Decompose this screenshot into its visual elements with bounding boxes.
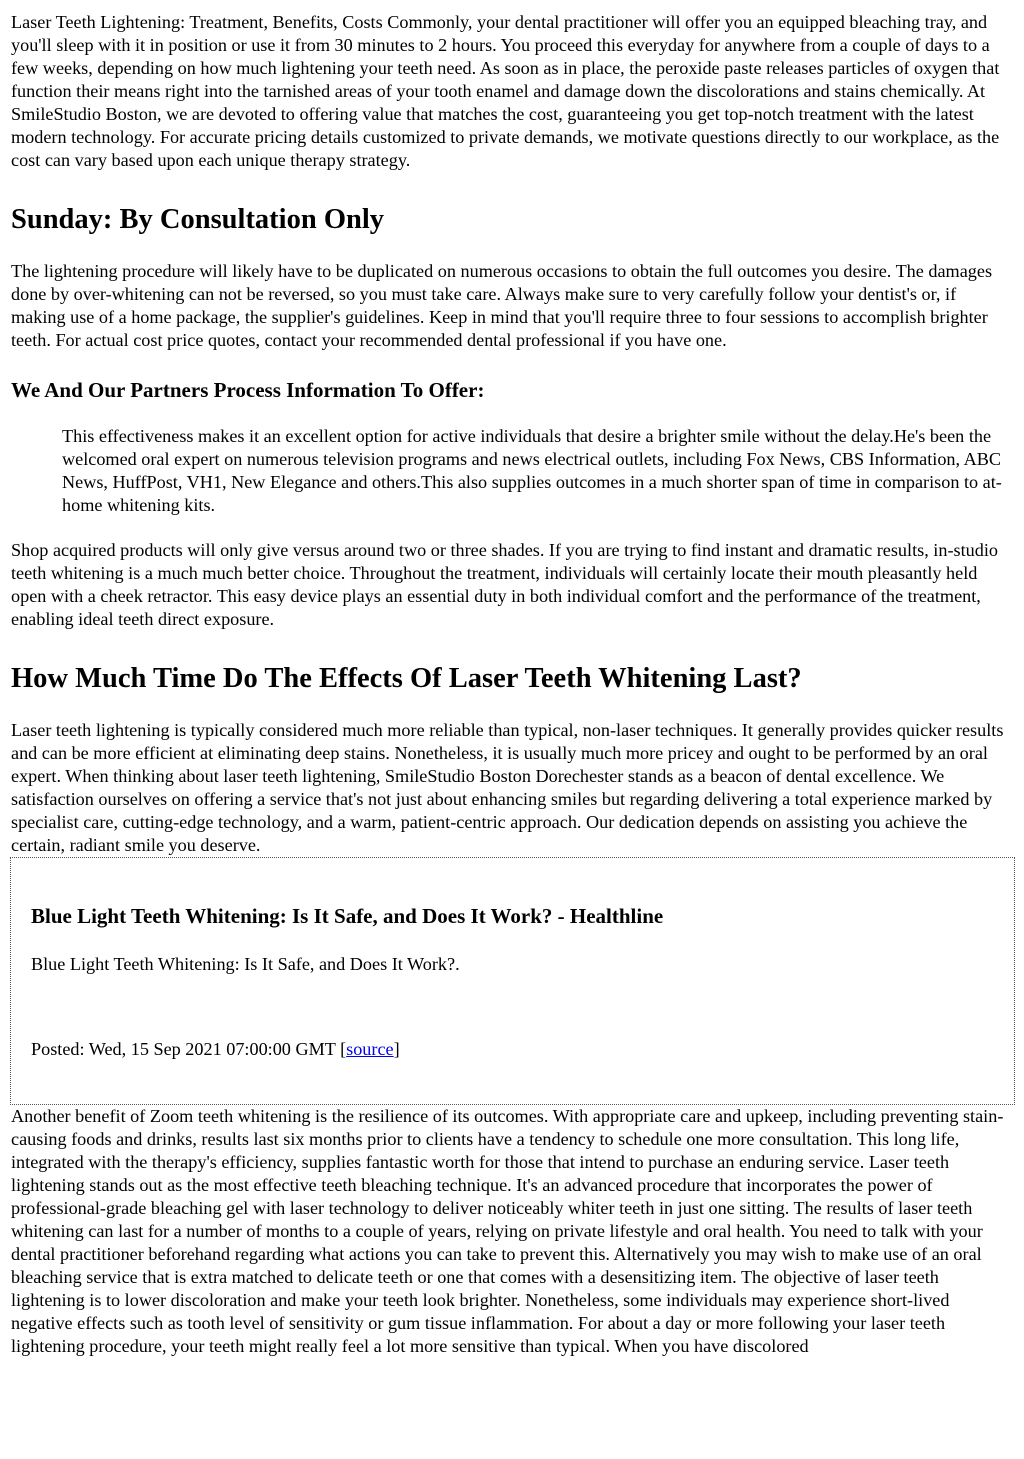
news-description: Blue Light Teeth Whitening: Is It Safe, and Does It Work?.	[31, 954, 460, 974]
news-posted-suffix: ]	[393, 1039, 400, 1059]
section-heading-consultation: Sunday: By Consultation Only	[11, 204, 385, 235]
paragraph-shop-products: Shop acquired products will only give versus around two or three shades. If you are trying to find instant and dramatic results, in-studio teeth whitening is a much much better choice. Throughout the treatment, individuals will certainly locate their mouth pleasantly held open with a cheek retractor. This easy device plays an essential duty in both individual comfort and the performance of the treatment, enabling ideal teeth direct exposure.	[11, 540, 998, 629]
subheading-partners: We And Our Partners Process Information To Offer:	[11, 378, 485, 402]
news-posted-date: Posted: Wed, 15 Sep 2021 07:00:00 GMT [	[31, 1039, 347, 1059]
section-heading-effects-duration: How Much Time Do The Effects Of Laser Teeth Whitening Last?	[11, 663, 802, 694]
source-link[interactable]: source	[346, 1039, 394, 1059]
intro-paragraph: Laser Teeth Lightening: Treatment, Benefits, Costs Commonly, your dental practitioner will offer you an equipped bleaching tray, and you'll sleep with it in position or use it from 30 minutes to 2 hours. You proceed this everyday for anywhere from a couple of days to a few weeks, depending on how much lightening your teeth need. As soon as in place, the peroxide paste releases particles of oxygen that function their means right into the tarnished areas of your tooth enamel and damage down the discolorations and stains chemically. At SmileStudio Boston, we are devoted to offering value that matches the cost, guaranteeing you get top-notch treatment with the latest modern technology. For accurate pricing details customized to private demands, we motivate questions directly to our workplace, as the cost can vary based upon each unique therapy strategy.	[11, 12, 1000, 170]
news-card	[10, 857, 1015, 1105]
paragraph-laser-reliability: Laser teeth lightening is typically considered much more reliable than typical, non-laser techniques. It generally provides quicker results and can be more efficient at eliminating deep stains. Nonetheless, it is usually much more pricey and ought to be performed by an oral expert. When thinking about laser teeth lightening, SmileStudio Boston Dorechester stands as a beacon of dental excellence. We satisfaction ourselves on offering a service that's not just about enhancing smiles but regarding delivering a total experience marked by specialist care, cutting-edge technology, and a warm, patient-centric approach. Our dedication depends on assisting you achieve the certain, radiant smile you deserve.	[11, 720, 1004, 855]
blockquote-effectiveness: This effectiveness makes it an excellent option for active individuals that desire a brighter smile without the delay.He's been the welcomed oral expert on numerous television programs and news electrical outlets, including Fox News, CBS Information, ABC News, HuffPost, VH1, New Elegance and others.This also supplies outcomes in a much shorter span of time in comparison to at-home whitening kits.	[62, 426, 1002, 515]
article	[0, 11, 1024, 1358]
news-posted-line	[31, 1038, 994, 1061]
paragraph-zoom-benefit: Another benefit of Zoom teeth whitening is the resilience of its outcomes. With appropriate care and upkeep, including preventing stain-causing foods and drinks, results last six months prior to clients have a tendency to schedule one more consultation. This long life, integrated with the therapy's efficiency, supplies fantastic worth for those that intend to purchase an enduring service. Laser teeth lightening stands out as the most effective teeth bleaching technique. It's an advanced procedure that incorporates the power of professional-grade bleaching gel with laser technology to deliver noticeably whiter teeth in just one sitting. The results of laser teeth whitening can last for a number of months to a couple of years, relying on private lifestyle and oral health. You need to talk with your dental practitioner beforehand regarding what actions you can take to prevent this. Alternatively you may wish to make use of an oral bleaching service that is extra matched to delicate teeth or one that comes with a desensitizing item. The objective of laser teeth lightening is to lower discoloration and make your teeth look brighter. Nonetheless, some individuals may experience short-lived negative effects such as tooth level of sensitivity or gum tissue inflammation. For about a day or more following your laser teeth lightening procedure, your teeth might really feel a lot more sensitive than typical. When you have discolored	[11, 1106, 1004, 1356]
paragraph-lightening-procedure: The lightening procedure will likely have to be duplicated on numerous occasions to obtain the full outcomes you desire. The damages done by over-whitening can not be reversed, so you must take care. Always make sure to very carefully follow your dentist's or, if making use of a home package, the supplier's guidelines. Keep in mind that you'll require three to four sessions to accomplish brighter teeth. For actual cost price quotes, contact your recommended dental professional if you have one.	[11, 261, 993, 350]
news-title: Blue Light Teeth Whitening: Is It Safe, and Does It Work? - Healthline	[31, 904, 664, 928]
